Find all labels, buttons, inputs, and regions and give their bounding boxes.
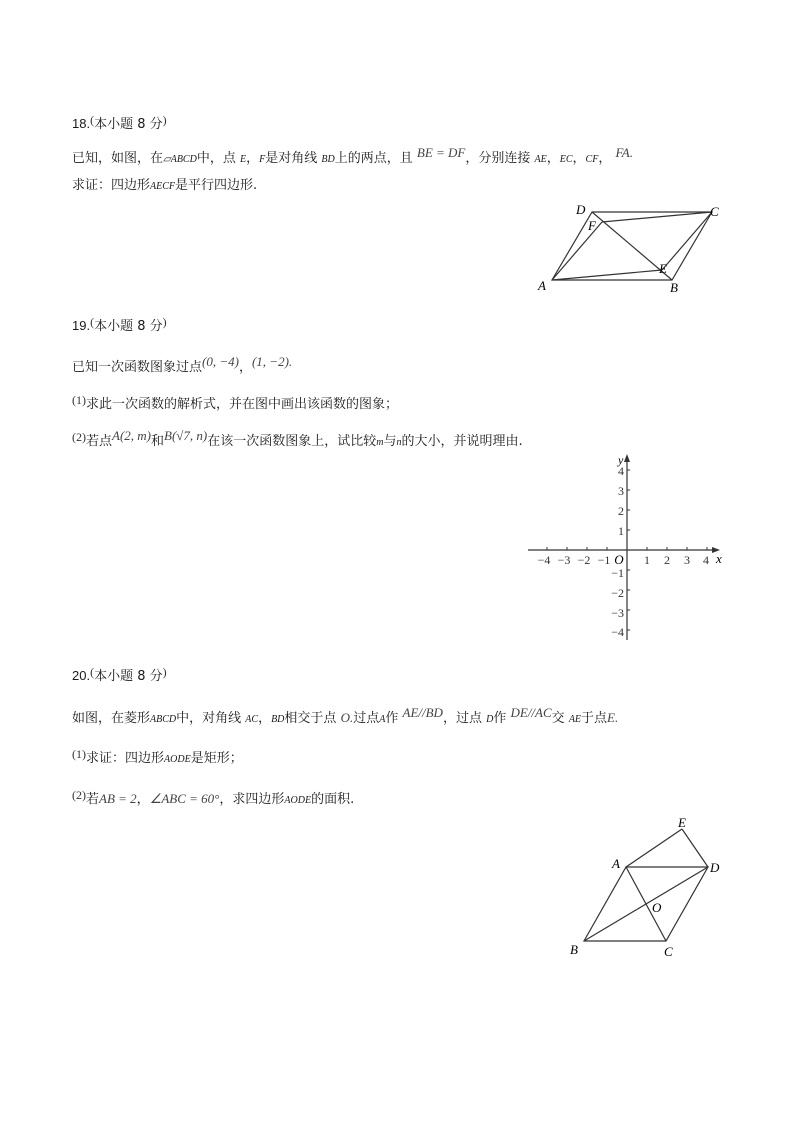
origin-label: O: [614, 552, 624, 567]
x-tick-neg4: −4: [537, 553, 551, 567]
q19-part1: (1)求此一次函数的解析式，并在图中画出该函数的图象；: [72, 393, 399, 412]
q18-prove: 求证：四边形AECF是平行四边形.: [72, 178, 258, 193]
q20-number: 20.: [72, 668, 91, 683]
label-e: E: [678, 815, 686, 830]
y-tick-2: 2: [618, 504, 624, 518]
q18-statement: 已知，如图，在▱ABCD中，点 E，F是对角线 BD上的两点，且 BE = DF，分别连接 AE，EC，CF， FA.: [72, 145, 633, 166]
q19-statement: 已知一次函数图象过点(0, −4)，(1, −2).: [72, 354, 293, 375]
de-parallel-ac: DE//AC: [510, 705, 552, 720]
q19-points: 本小题 8 分: [94, 319, 163, 334]
y-axis-label: y: [618, 453, 624, 467]
x-tick-neg1: −1: [597, 553, 611, 567]
ae-parallel-bd: AE//BD: [402, 705, 443, 720]
y-tick-3: 3: [618, 484, 624, 498]
label-a: A: [612, 856, 620, 871]
x-axis-label: x: [716, 551, 722, 566]
label-d: D: [576, 202, 586, 217]
q19-coordinate-axes: [526, 452, 726, 644]
q18-points: 本小题 8 分: [94, 117, 163, 132]
x-tick-3: 3: [684, 553, 690, 567]
y-tick-neg4: −4: [611, 625, 624, 639]
y-tick-1: 1: [618, 524, 624, 538]
equation-be-df: BE = DF: [416, 145, 466, 160]
q19-header: 19.(本小题 8 分): [72, 315, 167, 334]
x-tick-neg2: −2: [577, 553, 591, 567]
q18-header: 18.(本小题 8 分): [72, 113, 167, 132]
q18-parallelogram-figure: [530, 200, 730, 300]
y-tick-neg3: −3: [611, 606, 624, 620]
x-tick-1: 1: [644, 553, 650, 567]
parallelogram-abcd: ▱ABCD: [163, 154, 197, 165]
label-f: F: [588, 218, 596, 233]
y-tick-neg1: −1: [611, 566, 624, 580]
q19-number: 19.: [72, 318, 91, 333]
q20-part2: (2)若AB = 2，∠ABC = 60°，求四边形AODE的面积.: [72, 788, 355, 807]
y-tick-neg2: −2: [611, 586, 624, 600]
q19-part2: (2)若点A(2, m)和B(√7, n)在该一次函数图象上，试比较m与n的大小，并说明理由.: [72, 428, 523, 449]
label-a: A: [538, 278, 546, 293]
label-c: C: [664, 944, 673, 959]
q20-header: 20.(本小题 8 分): [72, 665, 167, 684]
label-e: E: [659, 261, 667, 276]
y-tick-4: 4: [618, 464, 624, 478]
q20-statement: 如图，在菱形ABCD中，对角线 AC，BD相交于点 O.过点A作 AE//BD，过点 D作 DE//AC交 AE于点E.: [72, 705, 619, 726]
point-1-neg2: (1, −2).: [251, 354, 293, 369]
point-0-neg4: (0, −4): [202, 354, 239, 369]
label-o: O: [652, 900, 662, 915]
label-d: D: [710, 860, 720, 875]
q20-rhombus-figure: [560, 812, 740, 962]
label-b: B: [570, 942, 578, 957]
q18-number: 18.: [72, 116, 91, 131]
x-tick-2: 2: [664, 553, 670, 567]
label-b: B: [670, 280, 678, 295]
q20-points: 本小题 8 分: [94, 669, 163, 684]
x-tick-4: 4: [703, 553, 709, 567]
label-c: C: [710, 204, 719, 219]
q20-part1: (1)求证：四边形AODE是矩形；: [72, 747, 243, 766]
x-tick-neg3: −3: [557, 553, 571, 567]
